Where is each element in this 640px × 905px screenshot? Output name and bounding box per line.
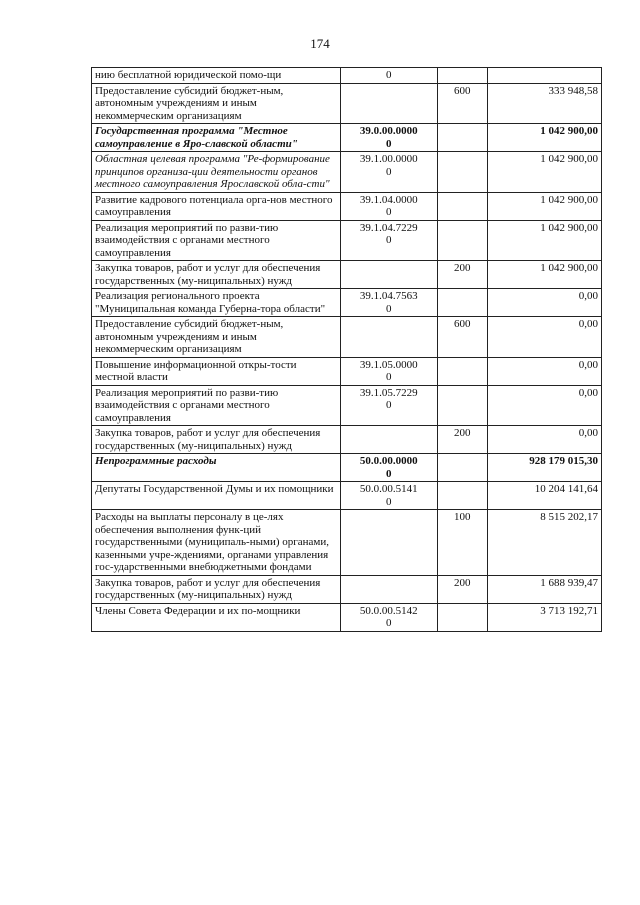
row-code-cell	[340, 357, 437, 385]
row-amount-cell: 0,00	[487, 385, 601, 426]
row-name-cell: Предоставление субсидий бюджет-ным, автономным учреждениям и иным некоммерческим организациям	[92, 83, 341, 124]
row-code-cell	[340, 603, 437, 631]
row-expense-type-cell: 100	[437, 510, 487, 576]
row-name-cell: Областная целевая программа "Ре-формирование принципов организа-ции деятельности органов местного самоуправления Ярославской обла-сти"	[92, 152, 341, 193]
table-row	[92, 261, 602, 289]
row-code-suffix: 0	[385, 495, 392, 508]
table-row	[92, 510, 602, 576]
row-code-cell	[340, 83, 437, 124]
row-amount-cell: 3 713 192,71	[487, 603, 601, 631]
row-code-suffix: 0	[385, 302, 392, 315]
row-amount-cell: 1 042 900,00	[487, 124, 601, 152]
row-name-cell: Закупка товаров, работ и услуг для обеспечения государственных (му-ниципальных) нужд	[92, 575, 341, 603]
row-code-main: 50.0.00.5141	[359, 483, 418, 495]
row-amount-cell: 1 042 900,00	[487, 220, 601, 261]
table-row	[92, 482, 602, 510]
row-expense-type-cell: 200	[437, 261, 487, 289]
row-code-main: 39.1.00.0000	[359, 153, 418, 165]
row-name-cell: Предоставление субсидий бюджет-ным, автономным учреждениям и иным некоммерческим организациям	[92, 317, 341, 358]
table-row	[92, 68, 602, 84]
row-expense-type-cell	[437, 357, 487, 385]
row-expense-type-cell	[437, 220, 487, 261]
row-amount-cell: 0,00	[487, 426, 601, 454]
row-code-suffix: 0	[385, 206, 392, 218]
row-code-cell	[340, 575, 437, 603]
row-expense-type-cell	[437, 68, 487, 84]
table-row	[92, 575, 602, 603]
table-row	[92, 357, 602, 385]
row-expense-type-cell: 200	[437, 575, 487, 603]
row-expense-type-cell	[437, 454, 487, 482]
row-amount-cell: 0,00	[487, 317, 601, 358]
row-code-suffix: 0	[385, 617, 392, 629]
table-row	[92, 83, 602, 124]
table-row	[92, 192, 602, 220]
row-code-suffix: 0	[385, 234, 392, 246]
row-amount-cell: 1 688 939,47	[487, 575, 601, 603]
row-code-main: 50.0.00.0000	[359, 455, 418, 467]
table-row	[92, 603, 602, 631]
row-amount-cell: 0,00	[487, 357, 601, 385]
row-code-suffix: 0	[385, 137, 392, 150]
row-code-suffix: 0	[385, 165, 392, 178]
row-code-suffix: 0	[385, 69, 392, 81]
page-number: 174	[310, 36, 330, 51]
row-expense-type-cell	[437, 385, 487, 426]
row-code-cell	[340, 426, 437, 454]
row-amount-cell	[487, 68, 601, 84]
row-amount-cell: 333 948,58	[487, 83, 601, 124]
row-code-cell	[340, 510, 437, 576]
row-expense-type-cell	[437, 289, 487, 317]
row-expense-type-cell	[437, 124, 487, 152]
row-code-suffix: 0	[385, 399, 392, 411]
row-code-cell	[340, 317, 437, 358]
row-code-main: 39.1.05.0000	[359, 358, 418, 371]
table-row	[92, 317, 602, 358]
table-row	[92, 385, 602, 426]
row-code-cell	[340, 220, 437, 261]
table-row	[92, 454, 602, 482]
row-name-cell: нию бесплатной юридической помо-щи	[92, 68, 341, 84]
row-amount-cell: 1 042 900,00	[487, 261, 601, 289]
row-code-cell	[340, 152, 437, 193]
row-name-cell: Реализация мероприятий по разви-тию взаимодействия с органами местного самоуправления	[92, 220, 341, 261]
row-code-cell	[340, 454, 437, 482]
row-expense-type-cell	[437, 603, 487, 631]
row-code-cell	[340, 124, 437, 152]
row-name-cell: Развитие кадрового потенциала орга-нов местного самоуправления	[92, 192, 341, 220]
row-code-main: 39.1.04.7563	[359, 290, 418, 302]
row-name-cell: Государственная программа "Местное самоуправление в Яро-славской области"	[92, 124, 341, 152]
budget-table	[91, 67, 602, 632]
row-name-cell: Расходы на выплаты персоналу в це-лях обеспечения выполнения функ-ций государственными (муниципаль-ными) органами, казенными учре-ждениями, органами управления гос-ударственными внебюджетными фондами	[92, 510, 341, 576]
row-code-cell	[340, 482, 437, 510]
row-code-main: 39.1.04.7229	[359, 221, 418, 234]
row-amount-cell: 1 042 900,00	[487, 152, 601, 193]
row-name-cell: Реализация регионального проекта "Муниципальная команда Губерна-тора области"	[92, 289, 341, 317]
row-code-main: 50.0.00.5142	[359, 604, 418, 617]
row-amount-cell: 0,00	[487, 289, 601, 317]
row-name-cell: Повышение информационной откры-тости местной власти	[92, 357, 341, 385]
row-name-cell: Непрограммные расходы	[92, 454, 341, 482]
row-expense-type-cell	[437, 192, 487, 220]
row-amount-cell: 10 204 141,64	[487, 482, 601, 510]
row-code-main: 39.1.05.7229	[359, 386, 418, 399]
row-amount-cell: 8 515 202,17	[487, 510, 601, 576]
row-expense-type-cell: 200	[437, 426, 487, 454]
budget-table-body	[92, 68, 602, 632]
table-row	[92, 220, 602, 261]
table-row	[92, 289, 602, 317]
row-name-cell: Члены Совета Федерации и их по-мощники	[92, 603, 341, 631]
row-expense-type-cell: 600	[437, 317, 487, 358]
row-code-cell	[340, 289, 437, 317]
row-expense-type-cell: 600	[437, 83, 487, 124]
row-code-cell	[340, 192, 437, 220]
row-name-cell: Закупка товаров, работ и услуг для обеспечения государственных (му-ниципальных) нужд	[92, 261, 341, 289]
table-row	[92, 426, 602, 454]
row-code-main: 39.0.00.0000	[359, 125, 418, 137]
row-name-cell: Депутаты Государственной Думы и их помощники	[92, 482, 341, 510]
row-code-suffix: 0	[385, 467, 392, 480]
table-row	[92, 152, 602, 193]
row-code-suffix: 0	[385, 371, 392, 383]
row-name-cell: Закупка товаров, работ и услуг для обеспечения государственных (му-ниципальных) нужд	[92, 426, 341, 454]
row-code-main: 39.1.04.0000	[359, 193, 418, 206]
row-code-cell	[340, 68, 437, 84]
row-expense-type-cell	[437, 482, 487, 510]
row-amount-cell: 928 179 015,30	[487, 454, 601, 482]
row-name-cell: Реализация мероприятий по разви-тию взаимодействия с органами местного самоуправления	[92, 385, 341, 426]
row-amount-cell: 1 042 900,00	[487, 192, 601, 220]
row-code-cell	[340, 261, 437, 289]
table-row	[92, 124, 602, 152]
row-code-cell	[340, 385, 437, 426]
row-expense-type-cell	[437, 152, 487, 193]
